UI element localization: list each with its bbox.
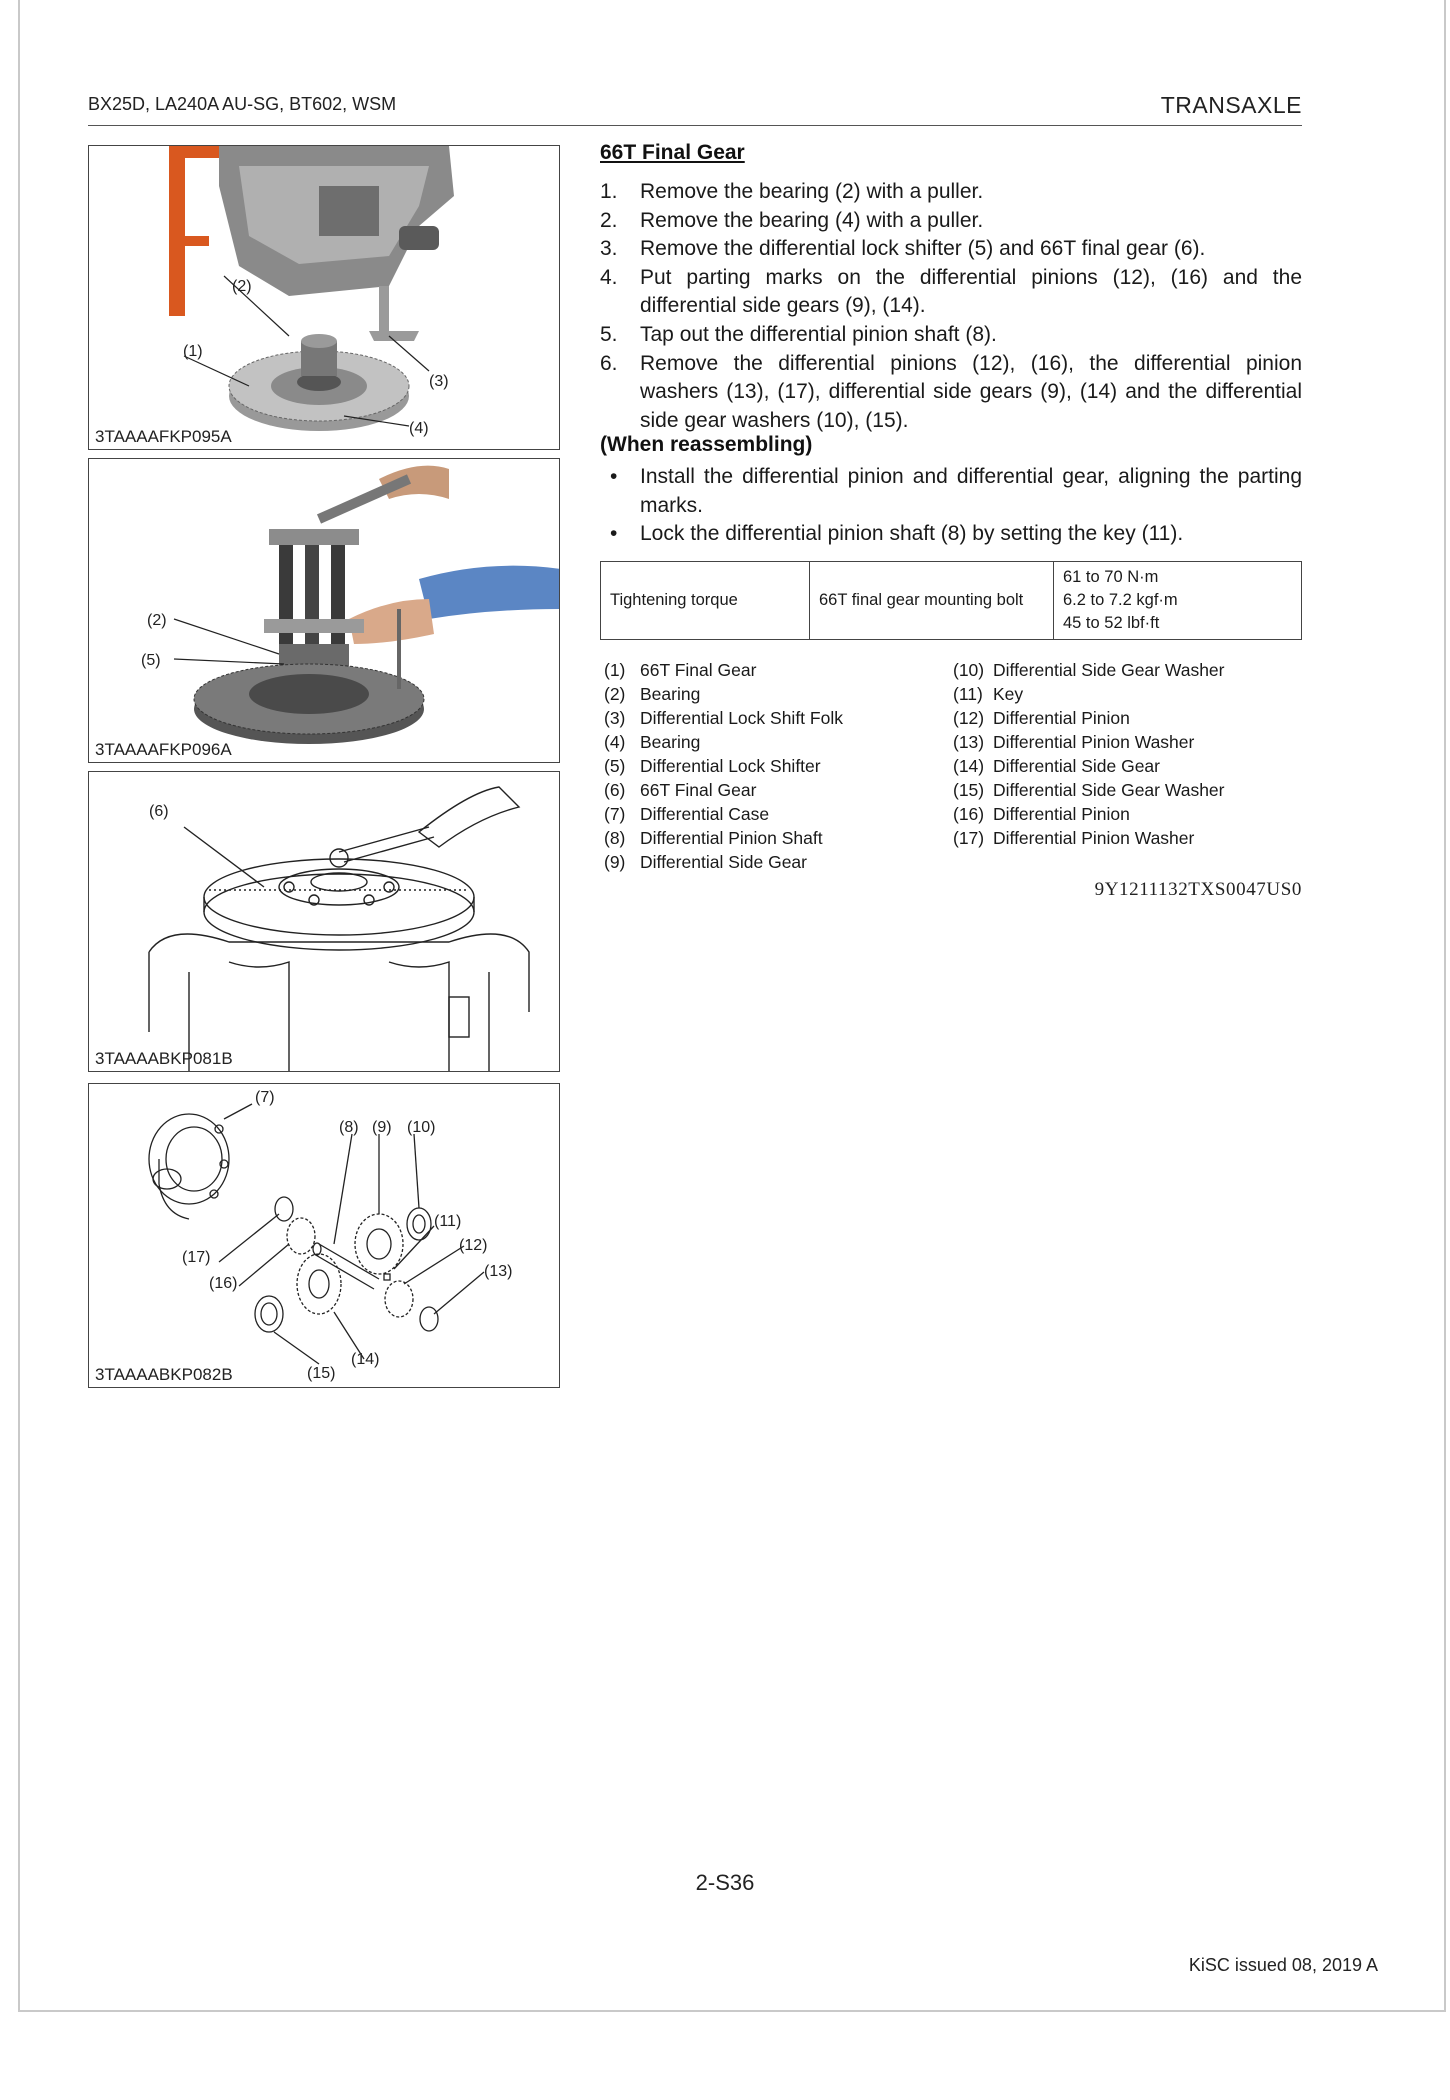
- figure-1: [88, 145, 560, 450]
- torque-item: 66T final gear mounting bolt: [810, 562, 1054, 640]
- part-item: (10) Differential Side Gear Washer: [953, 660, 1225, 680]
- section-title: 66T Final Gear: [600, 141, 745, 164]
- reassembling-heading: (When reassembling): [600, 433, 813, 456]
- part-item: (14) Differential Side Gear: [953, 756, 1160, 776]
- fig4-callout-12: (12): [459, 1237, 488, 1254]
- part-item: (2) Bearing: [604, 684, 701, 704]
- part-item: (1) 66T Final Gear: [604, 660, 757, 680]
- parts-list-left: [600, 658, 843, 874]
- figure-4: [88, 1083, 560, 1388]
- reassembling-bullet: • Install the differential pinion and differential gear, aligning the parting marks.: [600, 463, 1302, 520]
- header-models: BX25D, LA240A AU-SG, BT602, WSM: [88, 94, 397, 114]
- parts-list-right: [953, 658, 1225, 850]
- step-item: 6. Remove the differential pinions (12), (16), the differential pinion washers (13), (17), differential side gears (9), (14) and the differential side gear washers (10), (15).: [600, 351, 1302, 432]
- fig4-callout-14: (14): [351, 1351, 380, 1368]
- document-code: 9Y1211132TXS0047US0: [1094, 879, 1302, 900]
- part-item: (9) Differential Side Gear: [604, 852, 807, 872]
- issue-info: KiSC issued 08, 2019 A: [1188, 1955, 1378, 1975]
- fig1-callout-3: (3): [429, 373, 449, 390]
- fig4-callout-10: (10): [407, 1119, 436, 1136]
- figure-1-illustration: [89, 146, 560, 450]
- figure-3-illustration: [89, 772, 560, 1072]
- figure-4-illustration: [89, 1084, 560, 1388]
- figure-2-code: 3TAAAAFKP096A: [95, 740, 232, 759]
- part-item: (16) Differential Pinion: [953, 804, 1130, 824]
- figure-3: [88, 771, 560, 1072]
- fig3-callout-6: (6): [149, 803, 169, 820]
- torque-value-nm: 61 to 70 N·m: [1063, 568, 1159, 586]
- step-item: 3. Remove the differential lock shifter (5) and 66T final gear (6).: [600, 237, 1206, 261]
- part-item: (15) Differential Side Gear Washer: [953, 780, 1225, 800]
- torque-values: [1054, 562, 1302, 640]
- figure-1-code: 3TAAAAFKP095A: [95, 427, 232, 446]
- figure-2-illustration: [89, 459, 560, 763]
- part-item: (12) Differential Pinion: [953, 708, 1130, 728]
- part-item: (3) Differential Lock Shift Folk: [604, 708, 843, 728]
- reassembling-bullet: • Lock the differential pinion shaft (8) by setting the key (11).: [600, 520, 1302, 549]
- fig4-callout-11: (11): [434, 1213, 462, 1230]
- torque-label: Tightening torque: [601, 562, 810, 640]
- figure-2: [88, 458, 560, 763]
- fig4-callout-8: (8): [339, 1119, 359, 1136]
- fig4-callout-17: (17): [182, 1249, 211, 1266]
- fig1-callout-4: (4): [409, 420, 429, 437]
- fig1-callout-2: (2): [232, 278, 252, 295]
- header-section: TRANSAXLE: [1160, 92, 1302, 118]
- torque-value-lbfft: 45 to 52 lbf·ft: [1063, 614, 1160, 632]
- procedure-steps: [600, 178, 1302, 435]
- step-item: 2. Remove the bearing (4) with a puller.: [600, 208, 984, 232]
- torque-value-kgfm: 6.2 to 7.2 kgf·m: [1063, 591, 1178, 609]
- part-item: (7) Differential Case: [604, 804, 770, 824]
- figure-4-code: 3TAAAABKP082B: [95, 1365, 233, 1384]
- page-number: 2-S36: [695, 1870, 755, 1895]
- part-item: (8) Differential Pinion Shaft: [604, 828, 823, 848]
- part-item: (13) Differential Pinion Washer: [953, 732, 1195, 752]
- part-item: (4) Bearing: [604, 732, 701, 752]
- part-item: (6) 66T Final Gear: [604, 780, 757, 800]
- part-item: (17) Differential Pinion Washer: [953, 828, 1195, 848]
- fig4-callout-15: (15): [307, 1365, 336, 1382]
- fig1-callout-1: (1): [183, 343, 203, 360]
- figure-3-code: 3TAAAABKP081B: [95, 1049, 233, 1068]
- part-item: (5) Differential Lock Shifter: [604, 756, 821, 776]
- fig2-callout-2: (2): [147, 612, 167, 629]
- reassembling-bullets: [600, 463, 1302, 549]
- torque-table: [600, 561, 1302, 640]
- part-item: (11) Key: [953, 684, 1024, 704]
- fig2-callout-5: (5): [141, 652, 161, 669]
- fig4-callout-9: (9): [372, 1119, 392, 1136]
- fig4-callout-13: (13): [484, 1263, 513, 1280]
- step-item: 5. Tap out the differential pinion shaft (8).: [600, 322, 997, 346]
- fig4-callout-7: (7): [255, 1089, 275, 1106]
- fig4-callout-16: (16): [209, 1275, 238, 1292]
- step-item: 1. Remove the bearing (2) with a puller.: [600, 180, 984, 203]
- header-rule: [88, 125, 1302, 126]
- step-item: 4. Put parting marks on the differential pinions (12), (16) and the differential side gears (9), (14).: [600, 265, 1302, 318]
